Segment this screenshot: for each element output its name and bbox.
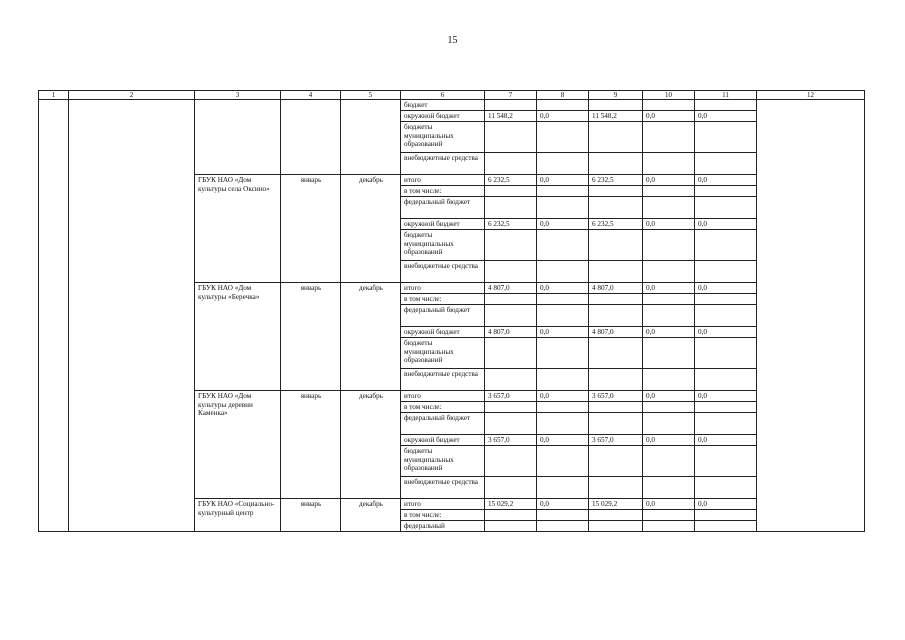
- start-month: январь: [281, 283, 341, 391]
- budget-source-label: окружной бюджет: [401, 435, 485, 446]
- value-cell: [589, 186, 643, 197]
- header-cell: 3: [195, 91, 281, 100]
- value-cell: [485, 153, 537, 175]
- start-month: январь: [281, 391, 341, 499]
- budget-source-label: итого: [401, 391, 485, 402]
- budget-source-label: бюджеты муниципальных образований: [401, 446, 485, 477]
- value-cell: 0,0: [695, 175, 757, 186]
- value-cell: [695, 305, 757, 327]
- value-cell: [695, 477, 757, 499]
- value-cell: 3 657,0: [485, 391, 537, 402]
- value-cell: [485, 521, 537, 532]
- value-cell: [589, 369, 643, 391]
- value-cell: 0,0: [695, 499, 757, 510]
- value-cell: [643, 413, 695, 435]
- value-cell: [643, 510, 695, 521]
- value-cell: [589, 402, 643, 413]
- value-cell: [643, 521, 695, 532]
- institution-name: ГБУК НАО «Дом культуры деревни Каменка»: [195, 391, 281, 499]
- value-cell: [485, 369, 537, 391]
- header-cell: 11: [695, 91, 757, 100]
- value-cell: [589, 521, 643, 532]
- value-cell: 0,0: [695, 111, 757, 122]
- value-cell: [643, 446, 695, 477]
- value-cell: [485, 446, 537, 477]
- value-cell: [485, 197, 537, 219]
- value-cell: [537, 510, 589, 521]
- value-cell: [589, 413, 643, 435]
- start-month: январь: [281, 175, 341, 283]
- value-cell: [537, 294, 589, 305]
- value-cell: [643, 402, 695, 413]
- value-cell: [485, 305, 537, 327]
- header-row: [39, 91, 865, 100]
- value-cell: 0,0: [537, 391, 589, 402]
- header-cell: 4: [281, 91, 341, 100]
- value-cell: [589, 510, 643, 521]
- budget-source-label: окружной бюджет: [401, 327, 485, 338]
- value-cell: [589, 230, 643, 261]
- value-cell: 0,0: [643, 327, 695, 338]
- budget-table: [38, 90, 865, 532]
- budget-source-label: в том числе:: [401, 402, 485, 413]
- value-cell: [485, 230, 537, 261]
- header-cell: 9: [589, 91, 643, 100]
- budget-source-label: итого: [401, 499, 485, 510]
- page-number: 15: [447, 35, 458, 46]
- value-cell: [485, 402, 537, 413]
- budget-source-label: федеральный: [401, 521, 485, 532]
- value-cell: [695, 186, 757, 197]
- budget-source-label: в том числе:: [401, 294, 485, 305]
- value-cell: [589, 446, 643, 477]
- value-cell: [643, 477, 695, 499]
- value-cell: [537, 446, 589, 477]
- value-cell: [537, 261, 589, 283]
- continuation-cell: [281, 100, 341, 175]
- value-cell: [643, 153, 695, 175]
- budget-source-label: бюджеты муниципальных образований: [401, 338, 485, 369]
- value-cell: [695, 197, 757, 219]
- value-cell: 0,0: [643, 283, 695, 294]
- value-cell: [537, 197, 589, 219]
- header-cell: 5: [341, 91, 401, 100]
- value-cell: 0,0: [537, 219, 589, 230]
- value-cell: 4 807,0: [485, 283, 537, 294]
- value-cell: 0,0: [695, 435, 757, 446]
- value-cell: [537, 230, 589, 261]
- value-cell: [537, 153, 589, 175]
- value-cell: [695, 153, 757, 175]
- value-cell: [589, 305, 643, 327]
- value-cell: [537, 100, 589, 111]
- institution-name: ГБУК НАО «Дом культуры «Беречка»: [195, 283, 281, 391]
- continuation-cell: [195, 100, 281, 175]
- budget-source-label: внебюджетные средства: [401, 261, 485, 283]
- budget-source-label: внебюджетные средства: [401, 153, 485, 175]
- value-cell: 15 029,2: [589, 499, 643, 510]
- value-cell: 0,0: [537, 111, 589, 122]
- value-cell: [643, 261, 695, 283]
- value-cell: 0,0: [537, 175, 589, 186]
- value-cell: [695, 338, 757, 369]
- value-cell: [485, 186, 537, 197]
- budget-source-label: бюджет: [401, 100, 485, 111]
- value-cell: [537, 521, 589, 532]
- end-month: декабрь: [341, 391, 401, 499]
- value-cell: 11 548,2: [589, 111, 643, 122]
- value-cell: 0,0: [643, 499, 695, 510]
- value-cell: 0,0: [643, 175, 695, 186]
- header-cell: 7: [485, 91, 537, 100]
- value-cell: [695, 521, 757, 532]
- header-cell: 10: [643, 91, 695, 100]
- value-cell: [643, 369, 695, 391]
- value-cell: 0,0: [695, 219, 757, 230]
- value-cell: [643, 100, 695, 111]
- header-cell: 2: [69, 91, 195, 100]
- institution-name: ГБУК НАО «Социально-культурный центр: [195, 499, 281, 532]
- value-cell: [537, 186, 589, 197]
- budget-source-label: окружной бюджет: [401, 111, 485, 122]
- budget-source-label: в том числе:: [401, 186, 485, 197]
- start-month: январь: [281, 499, 341, 532]
- value-cell: [695, 510, 757, 521]
- value-cell: [643, 294, 695, 305]
- header-cell: 8: [537, 91, 589, 100]
- value-cell: 0,0: [537, 327, 589, 338]
- budget-source-label: федеральный бюджет: [401, 305, 485, 327]
- budget-source-label: итого: [401, 283, 485, 294]
- value-cell: 0,0: [643, 435, 695, 446]
- value-cell: 0,0: [643, 219, 695, 230]
- value-cell: 6 232,5: [485, 219, 537, 230]
- budget-source-label: бюджеты муниципальных образований: [401, 230, 485, 261]
- value-cell: 11 548,2: [485, 111, 537, 122]
- value-cell: 0,0: [537, 283, 589, 294]
- value-cell: [589, 100, 643, 111]
- value-cell: 15 029,2: [485, 499, 537, 510]
- budget-source-label: федеральный бюджет: [401, 197, 485, 219]
- value-cell: [485, 510, 537, 521]
- value-cell: 0,0: [695, 327, 757, 338]
- value-cell: [485, 261, 537, 283]
- value-cell: [643, 122, 695, 153]
- value-cell: [537, 402, 589, 413]
- value-cell: [537, 305, 589, 327]
- value-cell: [643, 186, 695, 197]
- value-cell: [485, 100, 537, 111]
- value-cell: 0,0: [537, 499, 589, 510]
- col1-cell: [39, 100, 69, 532]
- value-cell: [589, 153, 643, 175]
- budget-source-label: бюджеты муниципальных образований: [401, 122, 485, 153]
- value-cell: 4 807,0: [485, 327, 537, 338]
- value-cell: 0,0: [695, 391, 757, 402]
- value-cell: [643, 230, 695, 261]
- budget-source-label: в том числе:: [401, 510, 485, 521]
- value-cell: [485, 338, 537, 369]
- value-cell: 6 232,5: [589, 219, 643, 230]
- budget-source-label: внебюджетные средства: [401, 477, 485, 499]
- end-month: декабрь: [341, 175, 401, 283]
- budget-source-label: внебюджетные средства: [401, 369, 485, 391]
- value-cell: [537, 369, 589, 391]
- value-cell: 0,0: [643, 111, 695, 122]
- value-cell: [589, 338, 643, 369]
- value-cell: [643, 197, 695, 219]
- value-cell: [643, 305, 695, 327]
- value-cell: [537, 477, 589, 499]
- end-month: декабрь: [341, 499, 401, 532]
- value-cell: 6 232,5: [589, 175, 643, 186]
- continuation-cell: [341, 100, 401, 175]
- value-cell: [589, 197, 643, 219]
- end-month: декабрь: [341, 283, 401, 391]
- budget-source-label: федеральный бюджет: [401, 413, 485, 435]
- value-cell: 3 657,0: [485, 435, 537, 446]
- value-cell: 4 807,0: [589, 283, 643, 294]
- value-cell: [589, 122, 643, 153]
- value-cell: [695, 446, 757, 477]
- value-cell: [537, 122, 589, 153]
- value-cell: [485, 294, 537, 305]
- institution-name: ГБУК НАО «Дом культуры села Оксино»: [195, 175, 281, 283]
- header-cell: 1: [39, 91, 69, 100]
- col12-cell: [757, 100, 865, 532]
- value-cell: [695, 413, 757, 435]
- header-cell: 12: [757, 91, 865, 100]
- value-cell: 0,0: [695, 283, 757, 294]
- budget-source-label: окружной бюджет: [401, 219, 485, 230]
- value-cell: 4 807,0: [589, 327, 643, 338]
- value-cell: 0,0: [537, 435, 589, 446]
- value-cell: [695, 261, 757, 283]
- value-cell: [485, 122, 537, 153]
- value-cell: [695, 100, 757, 111]
- value-cell: [537, 338, 589, 369]
- value-cell: [537, 413, 589, 435]
- value-cell: [485, 413, 537, 435]
- col2-cell: [69, 100, 195, 532]
- value-cell: [485, 477, 537, 499]
- value-cell: [589, 294, 643, 305]
- value-cell: [643, 338, 695, 369]
- value-cell: 3 657,0: [589, 391, 643, 402]
- value-cell: [695, 294, 757, 305]
- budget-source-label: итого: [401, 175, 485, 186]
- value-cell: 6 232,5: [485, 175, 537, 186]
- table-row: [39, 100, 865, 111]
- header-cell: 6: [401, 91, 485, 100]
- value-cell: [695, 122, 757, 153]
- value-cell: [695, 402, 757, 413]
- value-cell: 3 657,0: [589, 435, 643, 446]
- value-cell: [695, 230, 757, 261]
- value-cell: [589, 477, 643, 499]
- value-cell: [589, 261, 643, 283]
- value-cell: [695, 369, 757, 391]
- value-cell: 0,0: [643, 391, 695, 402]
